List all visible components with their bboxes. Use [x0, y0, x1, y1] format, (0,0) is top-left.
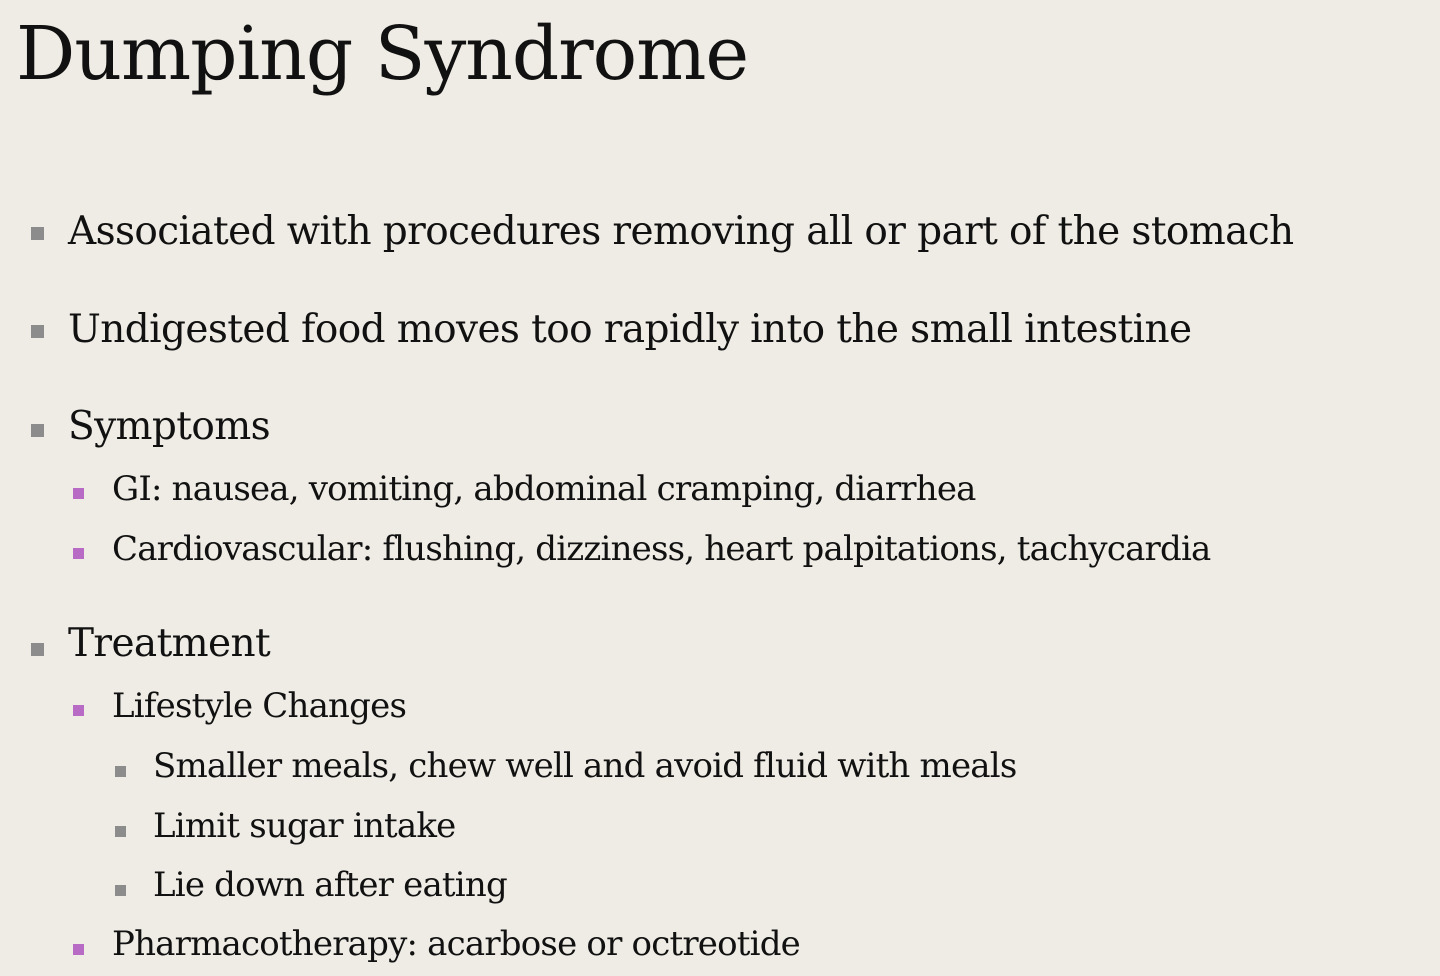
bullet-text: Treatment	[68, 621, 271, 666]
slide-title: Dumping Syndrome	[16, 11, 749, 97]
square-bullet-icon	[31, 227, 44, 240]
bullet-text: Cardiovascular: flushing, dizziness, heart palpitations, tachycardia	[112, 529, 1211, 569]
square-bullet-icon	[31, 643, 44, 656]
bullet-text: GI: nausea, vomiting, abdominal cramping, diarrhea	[112, 469, 976, 509]
bullet-text: Pharmacotherapy: acarbose or octreotide	[112, 924, 800, 964]
square-bullet-icon	[115, 826, 126, 837]
bullet-text: Undigested food moves too rapidly into the small intestine	[68, 307, 1192, 352]
bullet-text: Lifestyle Changes	[112, 686, 407, 726]
bullet-text: Limit sugar intake	[153, 806, 456, 846]
bullet-text: Symptoms	[68, 404, 271, 449]
bullet-text: Smaller meals, chew well and avoid fluid with meals	[153, 746, 1017, 786]
square-bullet-icon	[73, 488, 84, 499]
square-bullet-icon	[73, 705, 84, 716]
square-bullet-icon	[73, 548, 84, 559]
square-bullet-icon	[73, 944, 84, 955]
square-bullet-icon	[115, 885, 126, 896]
bullet-text: Associated with procedures removing all or part of the stomach	[68, 209, 1294, 254]
bullet-text: Lie down after eating	[153, 865, 507, 905]
square-bullet-icon	[31, 325, 44, 338]
square-bullet-icon	[31, 424, 44, 437]
square-bullet-icon	[115, 766, 126, 777]
